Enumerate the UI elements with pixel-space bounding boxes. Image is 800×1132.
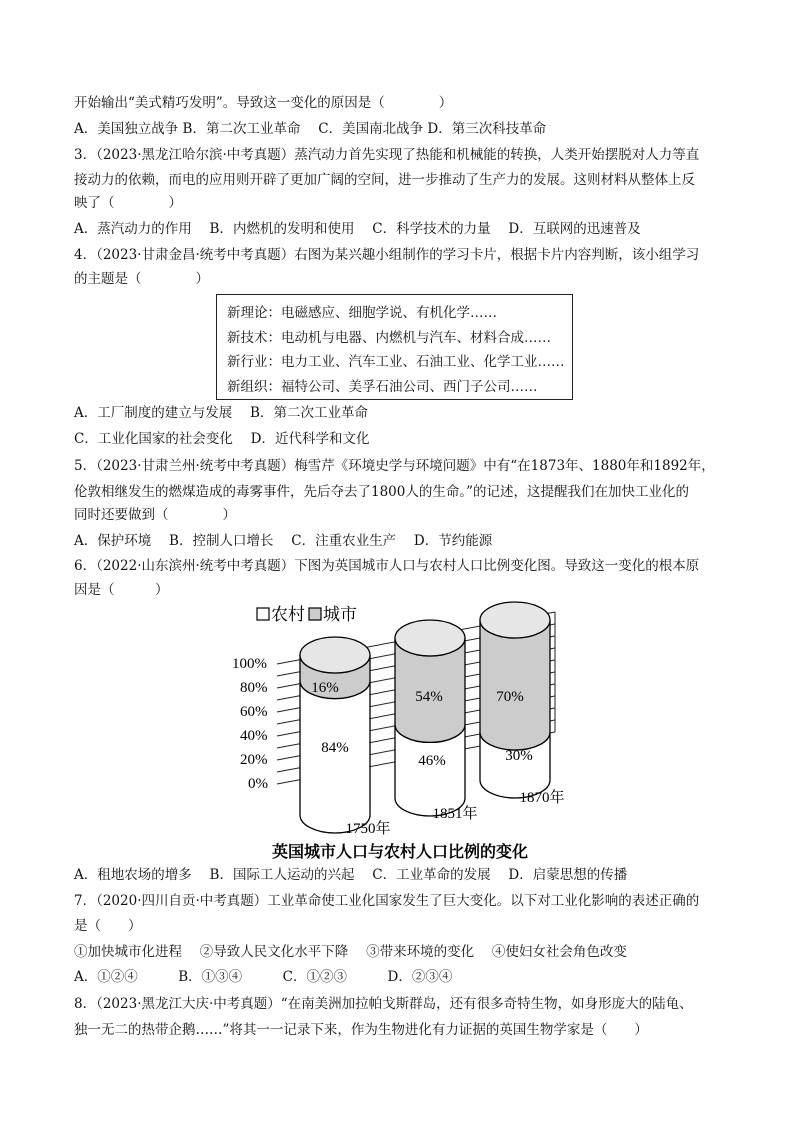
card-row-industry: 新行业：电力工业、汽车工业、石油工业、化学工业…… <box>227 354 565 370</box>
options-q7: A．①②④ B．①③④ C．①②③ D．②③④ <box>74 969 453 985</box>
bar-top-cap <box>480 602 550 638</box>
card-row-technology: 新技术：电动机与电器、内燃机与汽车、材料合成…… <box>227 329 551 346</box>
text-line: 的主题是（ ） <box>74 271 209 287</box>
text-line: 伦敦相继发生的燃煤造成的毒雾事件，先后夺去了1800人的生命。”的记述，这提醒我们在加快工业化的 <box>74 484 690 500</box>
options-q3: A．蒸汽动力的作用 B．内燃机的发明和使用 C．科学技术的力量 D．互联网的迅速普及 <box>74 221 641 237</box>
y-tick-label: 100% <box>232 656 267 672</box>
options-q4-ab: A．工厂制度的建立与发展 B．第二次工业革命 <box>74 405 368 421</box>
question-4: 4．（2023·甘肃金昌·统考中考真题）右图为某兴趣小组制作的学习卡片，根据卡片内容判断，该小组学习 <box>74 247 700 263</box>
value-label-urban-1851: 54% <box>415 689 443 705</box>
options-q6: A．租地农场的增多 B．国际工人运动的兴起 C．工业革命的发展 D．启蒙思想的传播 <box>74 867 628 883</box>
category-label-1750: 1750年 <box>345 821 391 837</box>
options-q2: A．美国独立战争 B．第二次工业革命 C．美国南北战争 D．第三次科技革命 <box>74 121 547 137</box>
study-card <box>216 294 573 400</box>
bar-top-cap <box>300 637 370 673</box>
legend-label-urban: 城市 <box>323 605 357 624</box>
value-label-rural-1851: 46% <box>418 753 446 769</box>
options-q5: A．保护环境 B．控制人口增长 C．注重农业生产 D．节约能源 <box>74 533 493 549</box>
question-8: 8．（2023·黑龙江大庆·中考真题）“在南美洲加拉帕戈斯群岛，还有很多奇特生物，如身形庞大的陆龟、 <box>74 996 693 1012</box>
text-line: 开始输出“美式精巧发明”。导致这一变化的原因是（ ） <box>74 95 453 111</box>
category-label-1851: 1851年 <box>432 806 478 822</box>
bar-urban-1870年 <box>480 620 550 750</box>
text-line: 是（ ） <box>74 918 142 934</box>
text-line: 同时还要做到（ ） <box>74 507 236 523</box>
options-q4-cd: C．工业化国家的社会变化 D．近代科学和文化 <box>74 431 370 447</box>
y-tick-label: 40% <box>240 728 268 744</box>
y-tick-label: 0% <box>248 776 268 792</box>
bar-top-cap <box>395 620 465 656</box>
y-tick-label: 20% <box>240 752 268 768</box>
value-label-rural-1870: 30% <box>505 748 533 764</box>
value-label-urban-1870: 70% <box>496 689 524 705</box>
statements-q7: ①加快城市化进程 ②导致人民文化水平下降 ③带来环境的变化 ④使妇女社会角色改变 <box>74 944 627 960</box>
value-label-rural-1750: 84% <box>321 740 349 756</box>
text-line: 因是（ ） <box>74 582 169 598</box>
text-line: 映了（ ） <box>74 195 182 211</box>
question-3: 3．（2023·黑龙江哈尔滨·中考真题）蒸汽动力首先实现了热能和机械能的转换，人类开始摆脱对人力等直 <box>74 147 700 163</box>
legend-swatch-urban <box>309 608 321 620</box>
y-axis <box>232 656 268 792</box>
legend-swatch-rural <box>257 608 269 620</box>
card-row-theory: 新理论：电磁感应、细胞学说、有机化学…… <box>227 305 497 321</box>
chart-bars <box>300 602 550 833</box>
y-tick-label: 60% <box>240 704 268 720</box>
y-tick-label: 80% <box>240 680 268 696</box>
category-label-1870: 1870年 <box>519 790 565 806</box>
chart-title: 英国城市人口与农村人口比例的变化 <box>271 844 529 861</box>
question-5: 5．（2023·甘肃兰州·统考中考真题）梅雪芹《环境史学与环境问题》中有“在1873年、1880年和1892年， <box>74 458 715 474</box>
card-row-organization: 新组织：福特公司、美孚石油公司、西门子公司…… <box>227 378 538 395</box>
chart-legend <box>257 605 357 624</box>
legend-label-rural: 农村 <box>271 605 305 624</box>
text-line: 独一无二的热带企鹅……”将其一一记录下来，作为生物进化有力证据的英国生物学家是（ ） <box>74 1022 648 1038</box>
question-7: 7．（2020·四川自贡·中考真题）工业革命使工业化国家发生了巨大变化。以下对工业化影响的表述正确的 <box>74 893 700 909</box>
population-chart <box>225 600 600 865</box>
question-6: 6．（2022·山东滨州·统考中考真题）下图为英国城市人口与农村人口比例变化图。导致这一变化的根本原 <box>74 558 700 574</box>
text-line: 接动力的依赖，而电的应用则开辟了更加广阔的空间，进一步推动了生产力的发展。这则材料从整体上反 <box>74 172 695 188</box>
value-label-urban-1750: 16% <box>311 680 339 696</box>
bar-rural-1750年 <box>300 681 370 833</box>
